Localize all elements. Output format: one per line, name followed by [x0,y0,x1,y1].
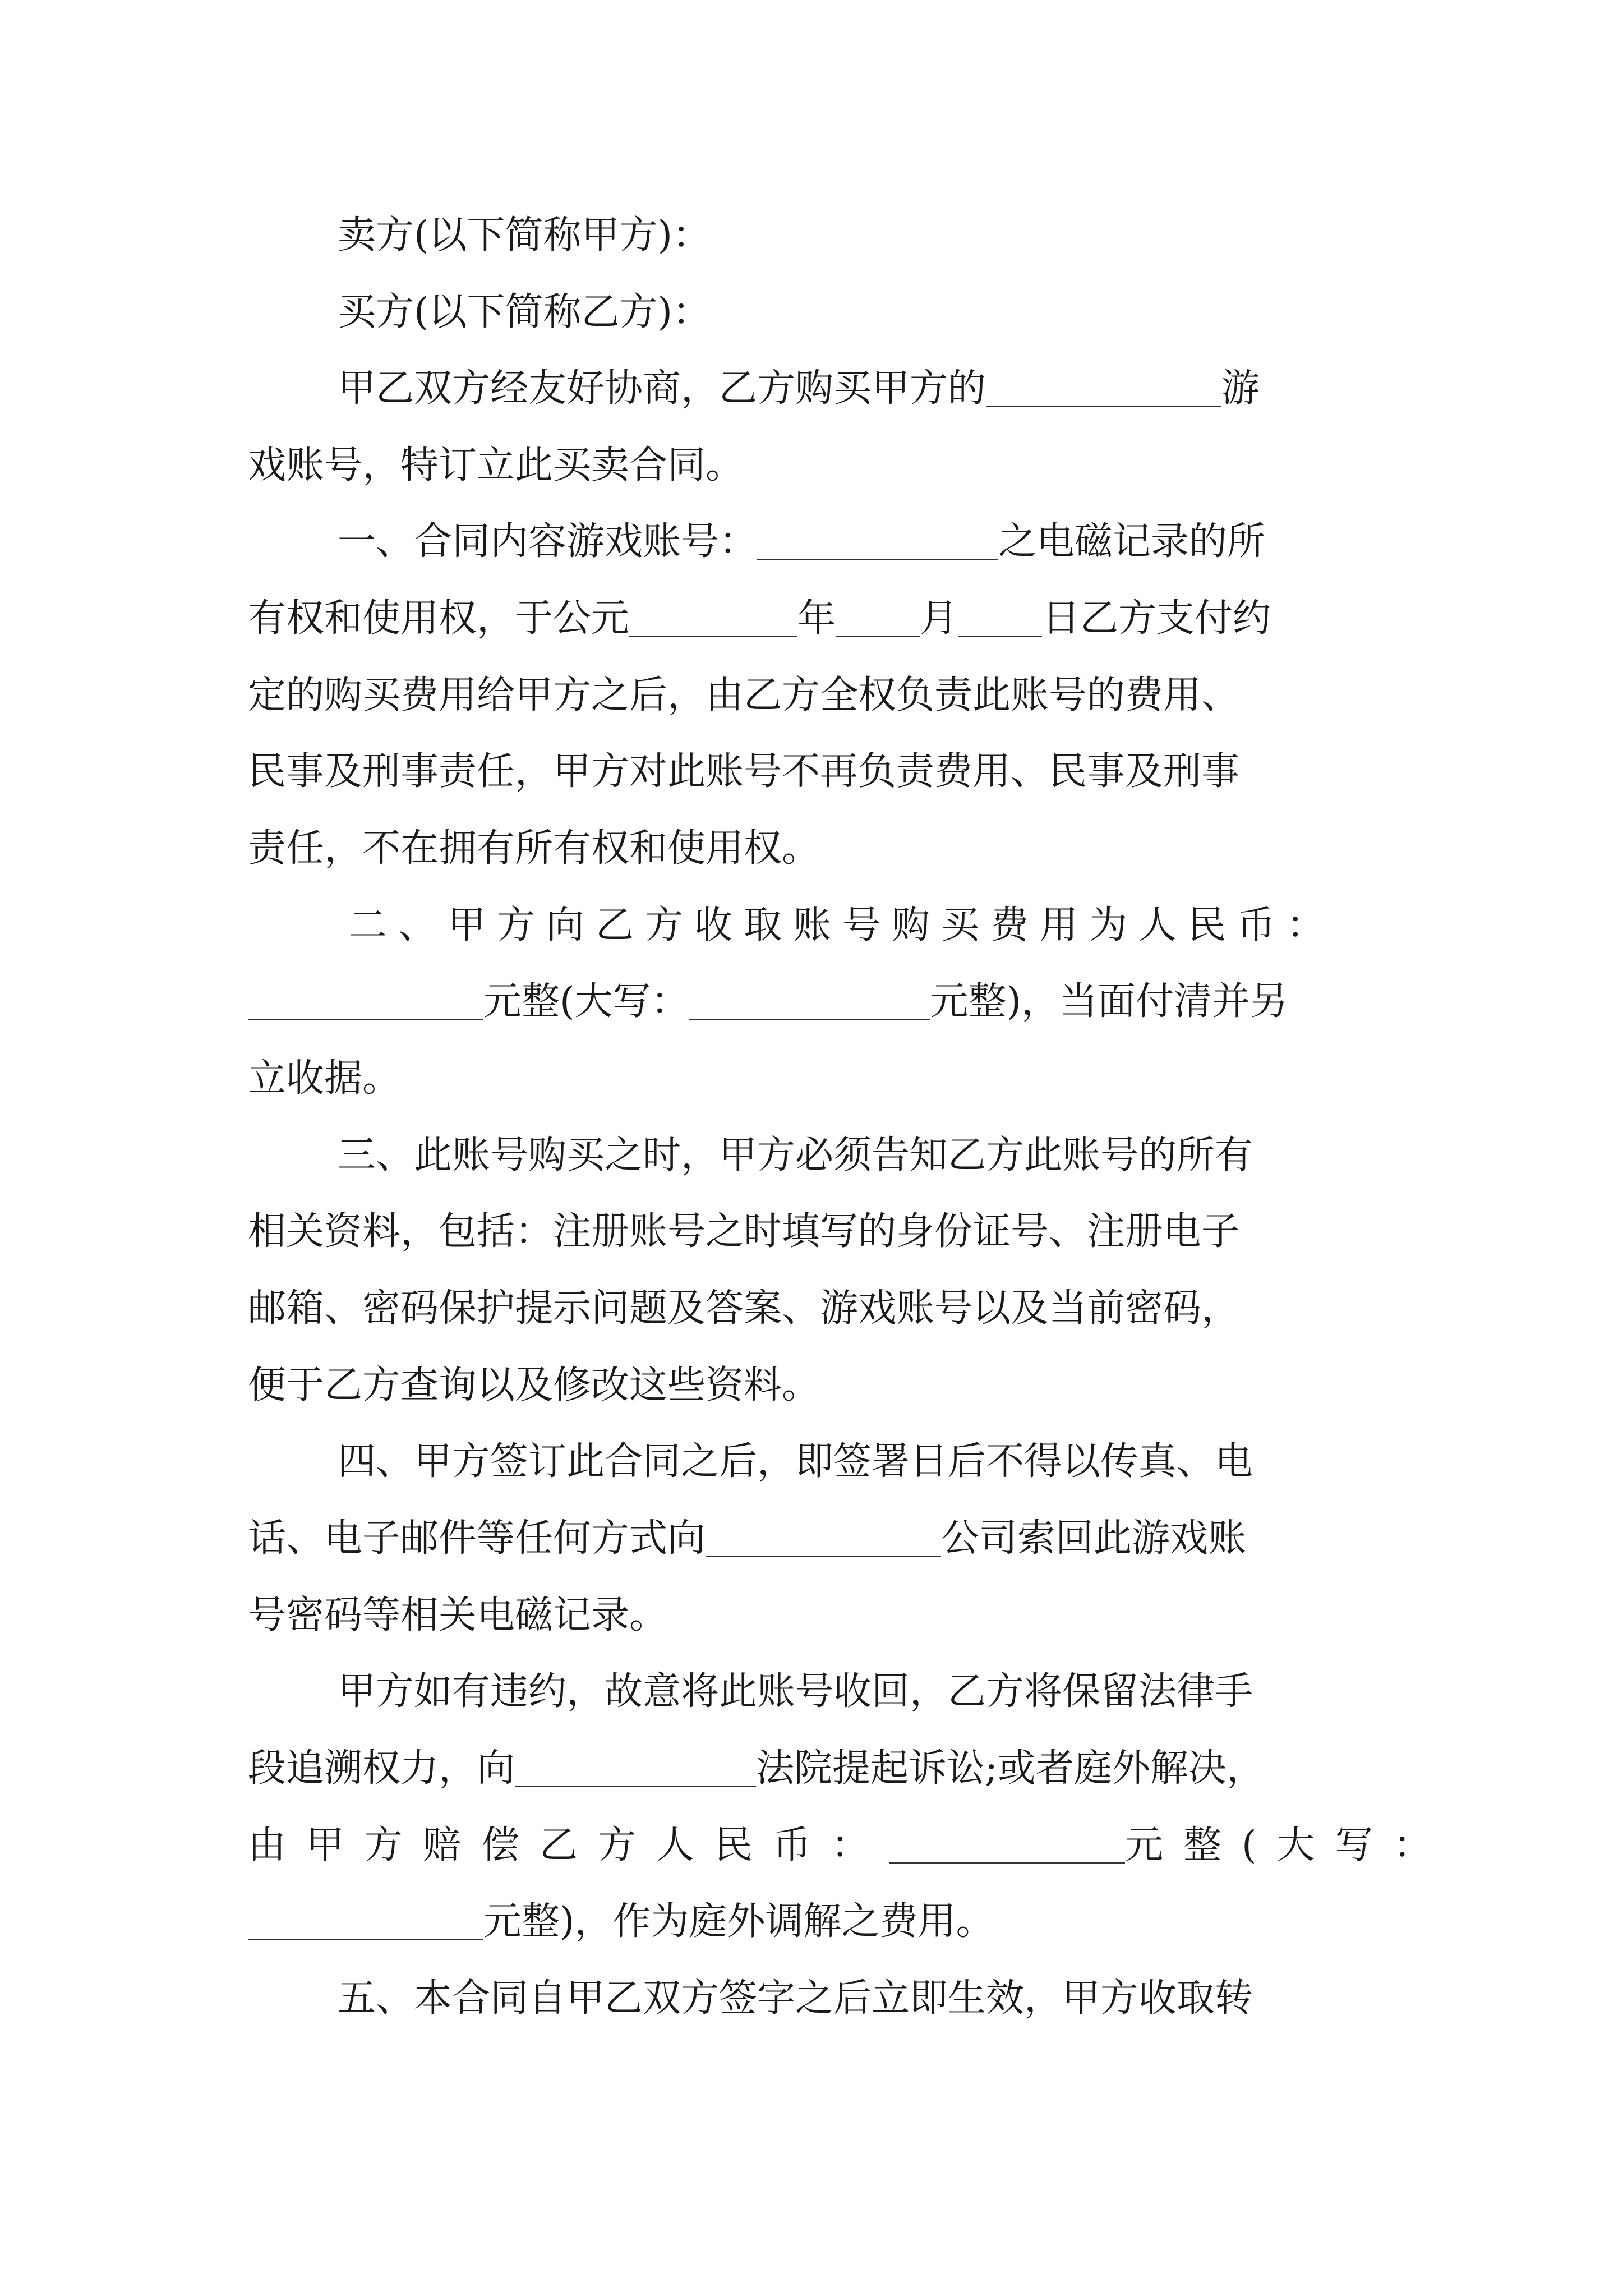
clause4-line-3 [248,1588,667,1644]
violation-text-2: 段追溯权力，向 [248,1746,515,1791]
account-blank [757,519,998,560]
price-unit-text: 元整(大写： [483,979,689,1024]
year-blank [629,596,797,637]
price-blank [248,979,483,1020]
violation-line-3 [248,1818,1452,1874]
court-blank [515,1746,756,1787]
violation-line-1 [338,1664,1253,1720]
clause3-text-4: 便于乙方查询以及修改这些资料。 [248,1363,820,1407]
buyer-label: 买方(以下简称乙方)： [338,290,711,334]
clause1-day-text: 日乙方支付约 [1042,596,1271,641]
clause4-text-2-end: 公司索回此游戏账 [941,1516,1247,1561]
violation-text: 甲方如有违约，故意将此账号收回，乙方将保留法律手 [338,1669,1253,1714]
year-label: 年 [797,596,836,641]
seller-line [338,208,711,264]
violation-line-2 [248,1741,1265,1797]
clause1-line-1 [338,514,1265,570]
price-capital-blank [689,979,930,1020]
clause3-text: 三、此账号购买之时，甲方必须告知乙方此账号的所有 [338,1133,1253,1177]
clause1-text-end: 之电磁记录的所 [998,519,1266,564]
compensation-blank [889,1823,1125,1864]
clause1-line-4 [248,744,1239,800]
day-blank [958,596,1042,637]
month-label: 月 [920,596,958,641]
violation-text-4: 元整)，作为庭外调解之费用。 [483,1899,994,1944]
clause3-line-2 [248,1204,1239,1260]
clause1-date-text: 有权和使用权，于公元 [248,596,630,641]
intro-line-2 [248,438,744,494]
compensation-text: 由甲方赔偿乙方人民币： [248,1823,890,1867]
clause1-text-4: 民事及刑事责任，甲方对此账号不再负责费用、民事及刑事 [248,749,1240,794]
price-capital-text: 元整)，当面付清并另 [930,979,1289,1024]
clause2-text: 二、甲方向乙方收取账号购买费用为人民币： [349,903,1336,947]
clause1-line-2 [248,591,1271,647]
clause4-line-1 [338,1434,1253,1490]
intro-line-1 [338,361,1260,417]
clause2-line-2 [248,974,1288,1030]
game-name-blank [986,366,1221,407]
month-blank [836,596,920,637]
clause3-text-3: 邮箱、密码保护提示问题及答案、游戏账号以及当前密码， [248,1286,1240,1331]
violation-text-2-end: 法院提起诉讼;或者庭外解决， [756,1746,1265,1791]
clause3-text-2: 相关资料，包括：注册账号之时填写的身份证号、注册电子 [248,1209,1240,1254]
clause1-line-5 [248,821,820,877]
clause1-text-5: 责任，不在拥有所有权和使用权。 [248,826,820,871]
clause3-line-1 [338,1128,1253,1184]
clause3-line-4 [248,1358,820,1414]
compensation-capital-blank [248,1899,483,1940]
clause5-line-1 [338,1971,1253,2027]
clause4-line-2 [248,1511,1246,1567]
clause3-line-3 [248,1281,1239,1337]
clause1-text: 一、合同内容游戏账号： [338,519,758,564]
violation-line-4 [248,1894,994,1950]
clause4-text-2: 话、电子邮件等任何方式向 [248,1516,706,1561]
clause1-line-3 [248,668,1239,724]
clause1-text-3: 定的购买费用给甲方之后，由乙方全权负责此账号的费用、 [248,673,1240,717]
clause5-text: 五、本合同自甲乙双方签字之后立即生效，甲方收取转 [338,1976,1253,2021]
intro-text-end: 游 [1221,366,1260,411]
clause2-text-3: 立收据。 [248,1056,401,1101]
clause4-text-3: 号密码等相关电磁记录。 [248,1593,668,1637]
compensation-capital-text: 元整(大写： [1125,1823,1452,1867]
buyer-line [338,284,711,341]
intro-text-2: 戏账号，特订立此买卖合同。 [248,443,744,487]
seller-label: 卖方(以下简称甲方)： [338,213,711,257]
clause2-line-3 [248,1051,400,1107]
clause2-line-1 [349,898,1336,954]
intro-text: 甲乙双方经友好协商，乙方购买甲方的 [338,366,986,411]
clause4-text: 四、甲方签订此合同之后，即签署日后不得以传真、电 [338,1439,1253,1484]
company-blank [706,1516,941,1557]
